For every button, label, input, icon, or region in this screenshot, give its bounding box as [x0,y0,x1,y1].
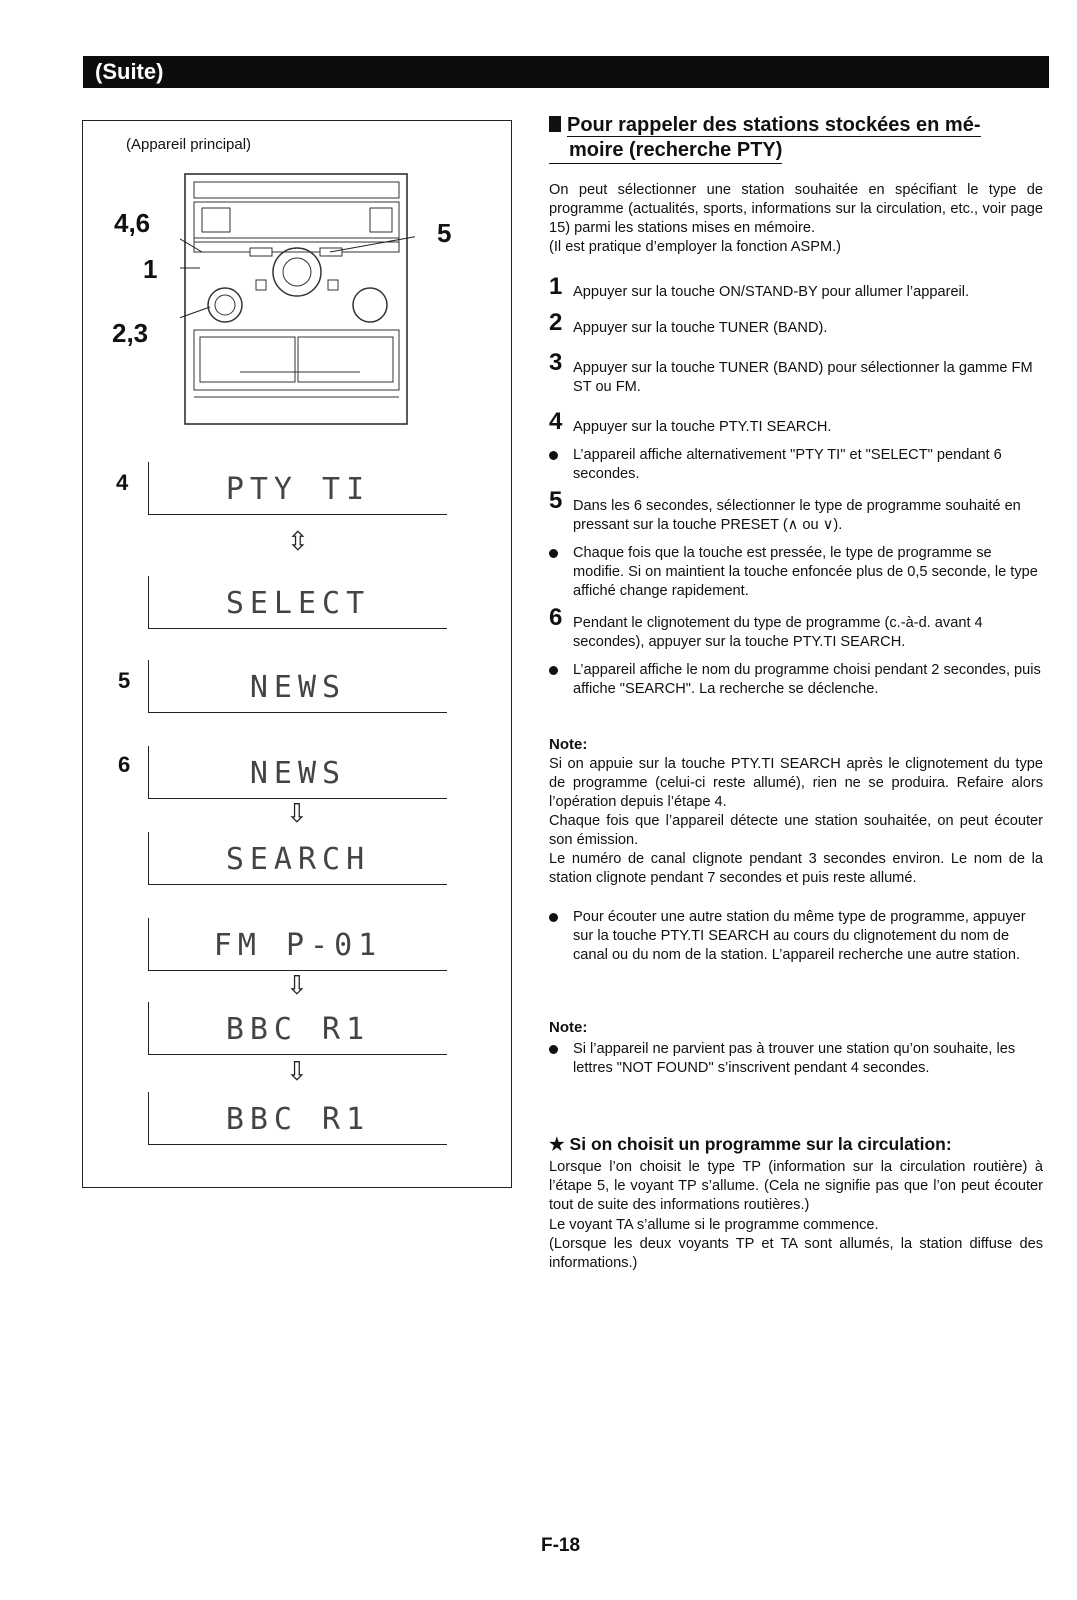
display-step-number: 4 [116,470,129,495]
down-arrow-icon: ⇩ [286,798,308,828]
bullet-text: L’appareil affiche le nom du programme choisi pendant 2 secondes, puis affiche "SEARCH". La recherche se déclenche. [573,662,1041,697]
bullet-dot-icon [549,1045,558,1054]
step-text: Appuyer sur la touche TUNER (BAND). [573,320,828,336]
step-3 [549,349,1043,397]
step-6 [549,604,1043,652]
note-paragraph: Chaque fois que l’appareil détecte une station souhaitée, on peut écouter son émission. [549,813,1043,848]
display-panel [148,576,447,629]
bullet-item [549,661,1043,699]
display-panel [148,462,447,515]
bullet-dot-icon [549,666,558,675]
intro-paragraph: On peut sélectionner une station souhaitée en spécifiant le type de programme (actualités, sports, informations sur la circulation, etc., voir page 15) parmi les stations mises en mémoire. [549,182,1043,236]
step-number: 1 [549,273,563,300]
bullet-dot-icon [549,549,558,558]
display-text: NEWS [249,756,347,791]
note-bullet [549,908,1043,965]
bullet-dot-icon [549,913,558,922]
page-number: F-18 [541,1535,581,1556]
bullet-dot-icon [549,451,558,460]
display-panel [148,746,447,799]
bullet-text: Si l’appareil ne parvient pas à trouver une station qu’on souhaite, les lettres "NOT FOUND" s’inscrivent pendant 4 secondes. [573,1041,1016,1076]
display-panel [148,1092,447,1145]
step-number: 5 [549,487,563,514]
display-text: BBC R1 [225,1102,371,1137]
step-text: Appuyer sur la touche ON/STAND-BY pour allumer l’appareil. [573,284,970,300]
step-number: 2 [549,309,563,336]
bullet-item [549,544,1043,601]
display-text: NEWS [249,670,347,705]
callout-label: 2,3 [112,318,149,348]
display-text: PTY TI [225,472,371,507]
note-paragraph: Le numéro de canal clignote pendant 3 secondes environ. Le nom de la station clignote pendant 7 secondes et puis reste allumé. [549,851,1043,886]
section-title [549,113,1043,164]
section-title-line2: moire (recherche PTY) [549,138,782,164]
note-title: Note: [549,1019,588,1036]
step-5 [549,487,1043,535]
section-header-title: (Suite) [95,59,164,84]
subsection-paragraph: (Lorsque les deux voyants TP et TA sont allumés, la station diffuse des informations.) [549,1236,1043,1271]
bullet-text: L’appareil affiche alternativement "PTY TI" et "SELECT" pendant 6 secondes. [573,447,1002,482]
step-1 [549,273,1043,302]
display-panel [148,660,447,713]
step-text: Dans les 6 secondes, sélectionner le type de programme souhaité en pressant sur la touche PRESET (∧ ou ∨). [573,498,1021,533]
bullet-text: Chaque fois que la touche est pressée, le type de programme se modifie. Si on maintient la touche enfoncée plus de 0,5 seconde, le type affiché change rapidement. [573,545,1038,599]
subsection-title: ★ Si on choisit un programme sur la circulation: [549,1134,952,1154]
bullet-item [549,446,1043,484]
down-arrow-icon: ⇩ [286,970,308,1000]
display-panel [148,1002,447,1055]
step-4 [549,408,1043,437]
updown-arrow-icon: ⇳ [287,526,309,556]
note-title: Note: [549,736,588,753]
section-title-line1: Pour rappeler des stations stockées en mé- [567,114,981,136]
section-header-bar [83,56,1049,88]
step-text: Appuyer sur la touche TUNER (BAND) pour sélectionner la gamme FM ST ou FM. [573,360,1033,395]
step-2 [549,309,1043,338]
display-panel [148,832,447,885]
callout-label: 5 [437,218,452,248]
step-text: Pendant le clignotement du type de programme (c.-à-d. avant 4 secondes), appuyer sur la touche PTY.TI SEARCH. [573,615,983,650]
display-text: SEARCH [225,842,371,877]
device-illustration [180,172,415,427]
display-panel [148,918,447,971]
display-step-number: 5 [118,668,131,693]
step-number: 4 [549,408,563,435]
down-arrow-icon: ⇩ [286,1056,308,1086]
callout-label: 4,6 [114,208,151,238]
step-text: Appuyer sur la touche PTY.TI SEARCH. [573,419,832,435]
display-text: SELECT [225,586,371,621]
display-text: BBC R1 [225,1012,371,1047]
note-paragraph: Si on appuie sur la touche PTY.TI SEARCH après le clignotement du type de programme (celui-ci reste allumé), rien ne se produira. Refaire alors l’opération depuis l’étape 4. [549,756,1043,810]
step-number: 3 [549,349,563,376]
square-bullet-icon [549,116,561,132]
subsection-paragraph: Lorsque l’on choisit le type TP (information sur la circulation routière) à l’étape 5, le voyant TP s’allume. (Cela ne signifie pas que l’on peut écouter tout de suite des informations routières.) [549,1159,1043,1213]
note-bullet [549,1040,1043,1078]
illustration-caption: (Appareil principal) [126,136,252,153]
subsection-paragraph: Le voyant TA s’allume si le programme commence. [549,1217,879,1233]
bullet-text: Pour écouter une autre station du même type de programme, appuyer sur la touche PTY.TI SEARCH au cours du clignotement du nom de canal ou du nom de la station. L’appareil recherche une autre station. [573,909,1026,963]
display-step-number: 6 [118,752,131,777]
display-text: FM P-01 [213,928,383,963]
step-number: 6 [549,604,563,631]
callout-label: 1 [143,254,158,284]
intro-paragraph-2: (Il est pratique d’employer la fonction ASPM.) [549,239,842,255]
